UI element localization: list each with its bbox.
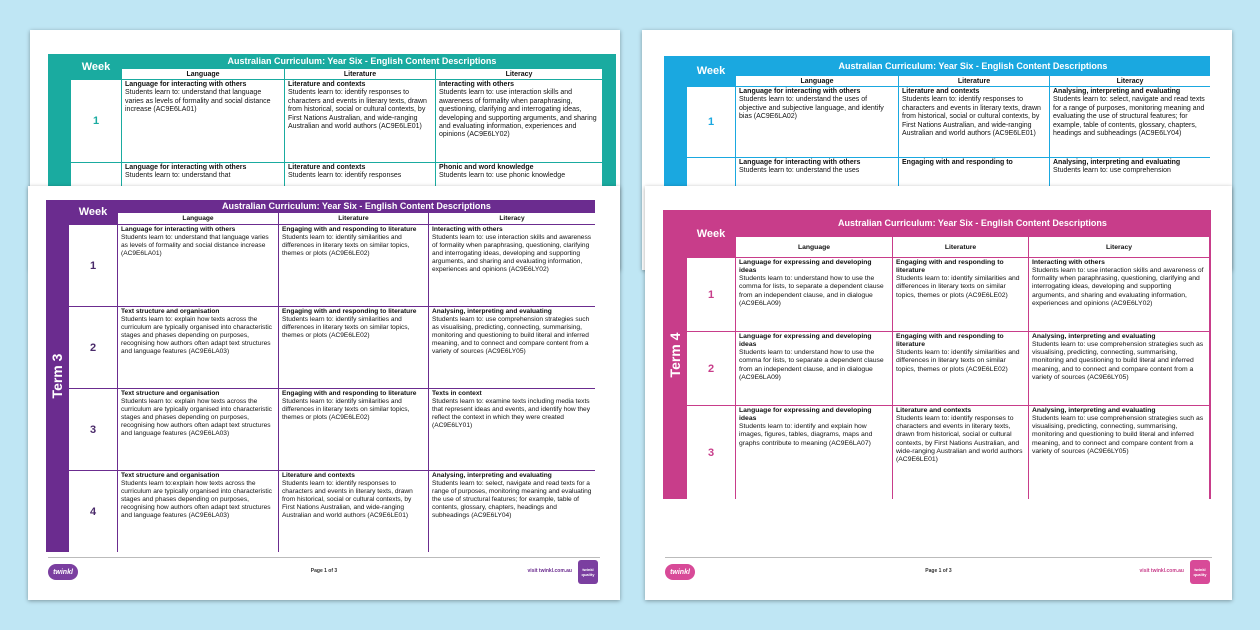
cell-text: Students learn to: explain how texts across the curriculum are typically organised into characteristic stages and phases depending on purposes, recognising how authors often adapt text structures and language features (AC9E6LA03) bbox=[121, 315, 272, 355]
table-title: Australian Curriculum: Year Six - English Content Descriptions bbox=[736, 56, 1210, 75]
cell-heading: Interacting with others bbox=[1032, 259, 1105, 266]
cell-heading: Literature and contexts bbox=[282, 472, 355, 479]
cell-text: Students learn to: use phonic knowledge bbox=[439, 172, 566, 180]
cell-text: Students learn to: select, navigate and read texts for a range of purposes, monitoring meaning and evaluating the use of structural features; for example, table of contents, glossary, chapters, headings and subheadings (AC9E6LY04) bbox=[1053, 96, 1205, 137]
visit-link[interactable]: visit twinkl.com.au bbox=[527, 568, 572, 574]
column-literacy: Literacy bbox=[1050, 76, 1210, 86]
column-literature: Literature bbox=[279, 213, 428, 224]
language-cell bbox=[736, 332, 892, 405]
table-title: Australian Curriculum: Year Six - English Content Descriptions bbox=[118, 200, 595, 212]
language-cell bbox=[736, 87, 898, 157]
cell-text: Students learn to: identify responses to characters and events in literary texts, drawn from historical, social or cultural contexts, by First Nations Australian, and wide-ranging Australian and world authors (AC9E6LE01) bbox=[282, 479, 413, 519]
term-bar bbox=[663, 210, 686, 499]
cell-heading: Literature and contexts bbox=[902, 88, 980, 95]
cell-heading: Phonic and word knowledge bbox=[439, 164, 534, 171]
cell-heading: Language for interacting with others bbox=[125, 164, 247, 171]
cell-heading: Literature and contexts bbox=[288, 164, 366, 171]
cell-heading: Language for expressing and developing ideas bbox=[739, 407, 872, 423]
cell-text: Students learn to: identify responses to characters and events in literary texts, drawn from historical, social or cultural contexts, by First Nations Australian, and wide-ranging Australian and world authors (AC9E6LE01) bbox=[288, 89, 427, 130]
literacy-cell bbox=[429, 471, 595, 552]
cell-text: Students learn to: understand how to use the comma for lists, to separate a dependent clause from an independent clause, and in dialogue (AC9E6LA09) bbox=[739, 275, 884, 307]
week-number: 1 bbox=[687, 258, 735, 331]
cell-heading: Text structure and organisation bbox=[121, 472, 220, 479]
language-cell bbox=[736, 258, 892, 331]
cell-heading: Language for interacting with others bbox=[125, 81, 247, 88]
cell-text: Students learn to: understand the uses of objective and subjective language, and identify bias (AC9E6LA02) bbox=[739, 96, 884, 121]
cell-text: Students learn to: understand that language varies as levels of formality and social distance increase (AC9E6LA01) bbox=[121, 233, 269, 257]
week-number: 3 bbox=[69, 389, 117, 470]
literacy-cell bbox=[1050, 87, 1210, 157]
cell-text: Students learn to: examine texts including media texts that represent ideas and events, and identify how they reflect the context in which they were created (AC9E6LY01) bbox=[432, 397, 590, 429]
cell-text: Students learn to: use comprehension strategies such as visualising, predicting, connecting, summarising, monitoring and questioning to build literal and inferred meaning, and to connect and compare content from a variety of sources (AC9E6LY05) bbox=[1032, 341, 1204, 381]
literature-cell bbox=[279, 307, 428, 388]
cell-text: Students learn to: use comprehension strategies such as visualising, predicting, connecting, summarising, monitoring and questioning to build literal and inferred meaning, and to connect and compare content from a variety of sources (AC9E6LY05) bbox=[1032, 415, 1204, 455]
curriculum-table bbox=[46, 200, 595, 552]
cell-text: Students learn to: understand that language varies as levels of formality and social distance increase (AC9E6LA01) bbox=[125, 89, 271, 114]
week-number: 4 bbox=[69, 471, 117, 552]
cell-heading: Interacting with others bbox=[432, 226, 503, 233]
cell-heading: Texts in context bbox=[432, 390, 482, 397]
literacy-cell bbox=[436, 80, 602, 162]
cell-text: Students learn to: select, navigate and read texts for a range of purposes, monitoring meaning and evaluating the use of structural features; for example, table of contents, glossary, chapters, headings and subheadings (AC9E6LY04) bbox=[432, 479, 592, 519]
term-label: Term 4 bbox=[666, 332, 683, 377]
page-term-3 bbox=[28, 186, 620, 600]
literacy-cell bbox=[1029, 406, 1209, 499]
visit-link[interactable]: visit twinkl.com.au bbox=[1139, 568, 1184, 574]
page-term-4 bbox=[645, 186, 1232, 600]
cell-heading: Analysing, interpreting and evaluating bbox=[432, 472, 552, 479]
week-header: Week bbox=[687, 56, 735, 86]
cell-heading: Engaging with and responding to literature bbox=[282, 390, 417, 397]
cell-heading: Analysing, interpreting and evaluating bbox=[1032, 333, 1156, 340]
cell-text: Students learn to: identify similarities and differences in literary texts on similar topics, themes or plots (AC9E6LE02) bbox=[282, 397, 410, 421]
language-cell bbox=[122, 80, 284, 162]
cell-heading: Language for interacting with others bbox=[739, 88, 861, 95]
week-header: Week bbox=[69, 200, 117, 224]
page-footer bbox=[645, 560, 1232, 590]
cell-heading: Text structure and organisation bbox=[121, 390, 220, 397]
week-number: 1 bbox=[71, 80, 121, 162]
language-cell bbox=[736, 406, 892, 499]
table-title: Australian Curriculum: Year Six - English Content Descriptions bbox=[736, 210, 1209, 236]
column-language: Language bbox=[736, 76, 898, 86]
cell-text: Students learn to: use interaction skills and awareness of formality when paraphrasing, questioning, clarifying and interrogating ideas, developing and supporting arguments, and sharing and evaluating information, experiences and opinions (AC9E6LY02) bbox=[432, 233, 592, 273]
cell-heading: Language for interacting with others bbox=[121, 226, 236, 233]
cell-heading: Analysing, interpreting and evaluating bbox=[1032, 407, 1156, 414]
column-language: Language bbox=[122, 69, 284, 79]
column-literacy: Literacy bbox=[429, 213, 595, 224]
twinkl-logo: twinkl bbox=[665, 564, 695, 580]
cell-heading: Language for expressing and developing ideas bbox=[739, 333, 872, 349]
literacy-cell bbox=[1029, 258, 1209, 331]
column-literacy: Literacy bbox=[1029, 237, 1209, 257]
literature-cell bbox=[279, 389, 428, 470]
literature-cell bbox=[893, 406, 1028, 499]
cell-heading: Analysing, interpreting and evaluating bbox=[432, 308, 552, 315]
cell-text: Students learn to: understand the uses bbox=[739, 167, 860, 175]
literacy-cell bbox=[429, 307, 595, 388]
footer-divider bbox=[48, 557, 600, 558]
cell-text: Students learn to: identify responses to characters and events in literary texts, drawn from historical, social or cultural contexts, by First Nations Australian, and wide-ranging Australian and world authors (AC9E6LE01) bbox=[902, 96, 1041, 137]
cell-heading: Engaging with and responding to literature bbox=[896, 333, 1004, 349]
language-cell bbox=[118, 225, 278, 306]
cell-text: Students learn to: identify similarities and differences in literary texts on similar topics, themes or plots (AC9E6LE02) bbox=[896, 275, 1020, 299]
cell-text: Students learn to: use interaction skills and awareness of formality when paraphrasing, questioning, clarifying and interrogating ideas, developing and supporting arguments, and sharing and evaluating information, experiences and opinions (AC9E6LY02) bbox=[439, 89, 597, 139]
week-number: 1 bbox=[687, 87, 735, 157]
cell-text: Students learn to: identify responses bbox=[288, 172, 402, 180]
column-language: Language bbox=[118, 213, 278, 224]
cell-heading: Engaging with and responding to bbox=[902, 159, 1013, 166]
cell-heading: Language for expressing and developing ideas bbox=[739, 259, 872, 275]
week-number: 2 bbox=[687, 332, 735, 405]
column-literature: Literature bbox=[899, 76, 1049, 86]
cell-heading: Language for interacting with others bbox=[739, 159, 861, 166]
language-cell bbox=[118, 389, 278, 470]
column-literature: Literature bbox=[285, 69, 435, 79]
week-header: Week bbox=[71, 54, 121, 79]
cell-text: Students learn to: identify similarities and differences in literary texts on similar topics, themes or plots (AC9E6LE02) bbox=[282, 233, 410, 257]
cell-heading: Literature and contexts bbox=[288, 81, 366, 88]
table-title: Australian Curriculum: Year Six - English Content Descriptions bbox=[122, 54, 602, 68]
page-footer bbox=[28, 560, 620, 590]
footer-divider bbox=[665, 557, 1212, 558]
column-literature: Literature bbox=[893, 237, 1028, 257]
cell-heading: Engaging with and responding to literature bbox=[282, 308, 417, 315]
cell-text: Students learn to: use comprehension strategies such as visualising, predicting, connecting, summarising, monitoring and questioning to build literal and inferred meaning, and to connect and compare content from a variety of sources (AC9E6LY05) bbox=[432, 315, 590, 355]
cell-text: Students learn to: use interaction skills and awareness of formality when paraphrasing, questioning, clarifying and interrogating ideas, developing and supporting arguments, and sharing and evaluating information, experiences and opinions (AC9E6LY02) bbox=[1032, 267, 1204, 307]
cell-heading: Engaging with and responding to literature bbox=[896, 259, 1004, 275]
cell-heading: Interacting with others bbox=[439, 81, 515, 88]
literature-cell bbox=[285, 80, 435, 162]
week-number: 2 bbox=[69, 307, 117, 388]
twinkl-logo: twinkl bbox=[48, 564, 78, 580]
cell-heading: Engaging with and responding to literature bbox=[282, 226, 417, 233]
cell-text: Students learn to: explain how texts across the curriculum are typically organised into characteristic stages and phases depending on purposes, recognising how authors often adapt text structures and language features (AC9E6LA03) bbox=[121, 397, 272, 437]
cell-text: Students learn to: identify similarities and differences in literary texts on similar topics, themes or plots (AC9E6LE02) bbox=[282, 315, 410, 339]
literature-cell bbox=[279, 225, 428, 306]
literacy-cell bbox=[429, 389, 595, 470]
literacy-cell bbox=[429, 225, 595, 306]
cell-text: Students learn to: identify and explain how images, figures, tables, diagrams, maps and graphs contribute to meaning (AC9E6LA07) bbox=[739, 423, 873, 447]
literature-cell bbox=[899, 87, 1049, 157]
language-cell bbox=[118, 471, 278, 552]
cell-text: Students learn to: understand how to use the comma for lists, to separate a dependent clause from an independent clause, and in dialogue (AC9E6LA09) bbox=[739, 349, 884, 381]
term-label: Term 3 bbox=[49, 353, 65, 399]
literature-cell bbox=[893, 258, 1028, 331]
page-number: Page 1 of 3 bbox=[925, 568, 952, 574]
cell-text: Students learn to: identify similarities and differences in literary texts on similar topics, themes or plots (AC9E6LE02) bbox=[896, 349, 1020, 373]
literature-cell bbox=[893, 332, 1028, 405]
week-header: Week bbox=[687, 210, 735, 257]
cell-text: Students learn to: identify responses to characters and events in literary texts, drawn from historical, social or cultural contexts, by First Nations Australian, and wide-ranging Australian and world authors (AC9E6LE01) bbox=[896, 415, 1023, 463]
quality-badge: twinkl quality bbox=[578, 560, 598, 584]
cell-heading: Analysing, interpreting and evaluating bbox=[1053, 159, 1181, 166]
column-language: Language bbox=[736, 237, 892, 257]
cell-text: Students learn to: use comprehension bbox=[1053, 167, 1171, 175]
cell-heading: Analysing, interpreting and evaluating bbox=[1053, 88, 1181, 95]
cell-heading: Literature and contexts bbox=[896, 407, 972, 414]
curriculum-table bbox=[663, 210, 1211, 499]
week-number: 3 bbox=[687, 406, 735, 499]
language-cell bbox=[118, 307, 278, 388]
cell-heading: Text structure and organisation bbox=[121, 308, 220, 315]
week-number: 1 bbox=[69, 225, 117, 306]
cell-text: Students learn to:explain how texts across the curriculum are typically organised into characteristic stages and phases depending on purposes, recognising how authors often adapt text structures and language features (AC9E6LA03) bbox=[121, 479, 272, 519]
literature-cell bbox=[279, 471, 428, 552]
column-literacy: Literacy bbox=[436, 69, 602, 79]
quality-badge: twinkl quality bbox=[1190, 560, 1210, 584]
cell-text: Students learn to: understand that bbox=[125, 172, 231, 180]
term-bar bbox=[46, 200, 68, 552]
literacy-cell bbox=[1029, 332, 1209, 405]
page-number: Page 1 of 3 bbox=[310, 568, 338, 574]
